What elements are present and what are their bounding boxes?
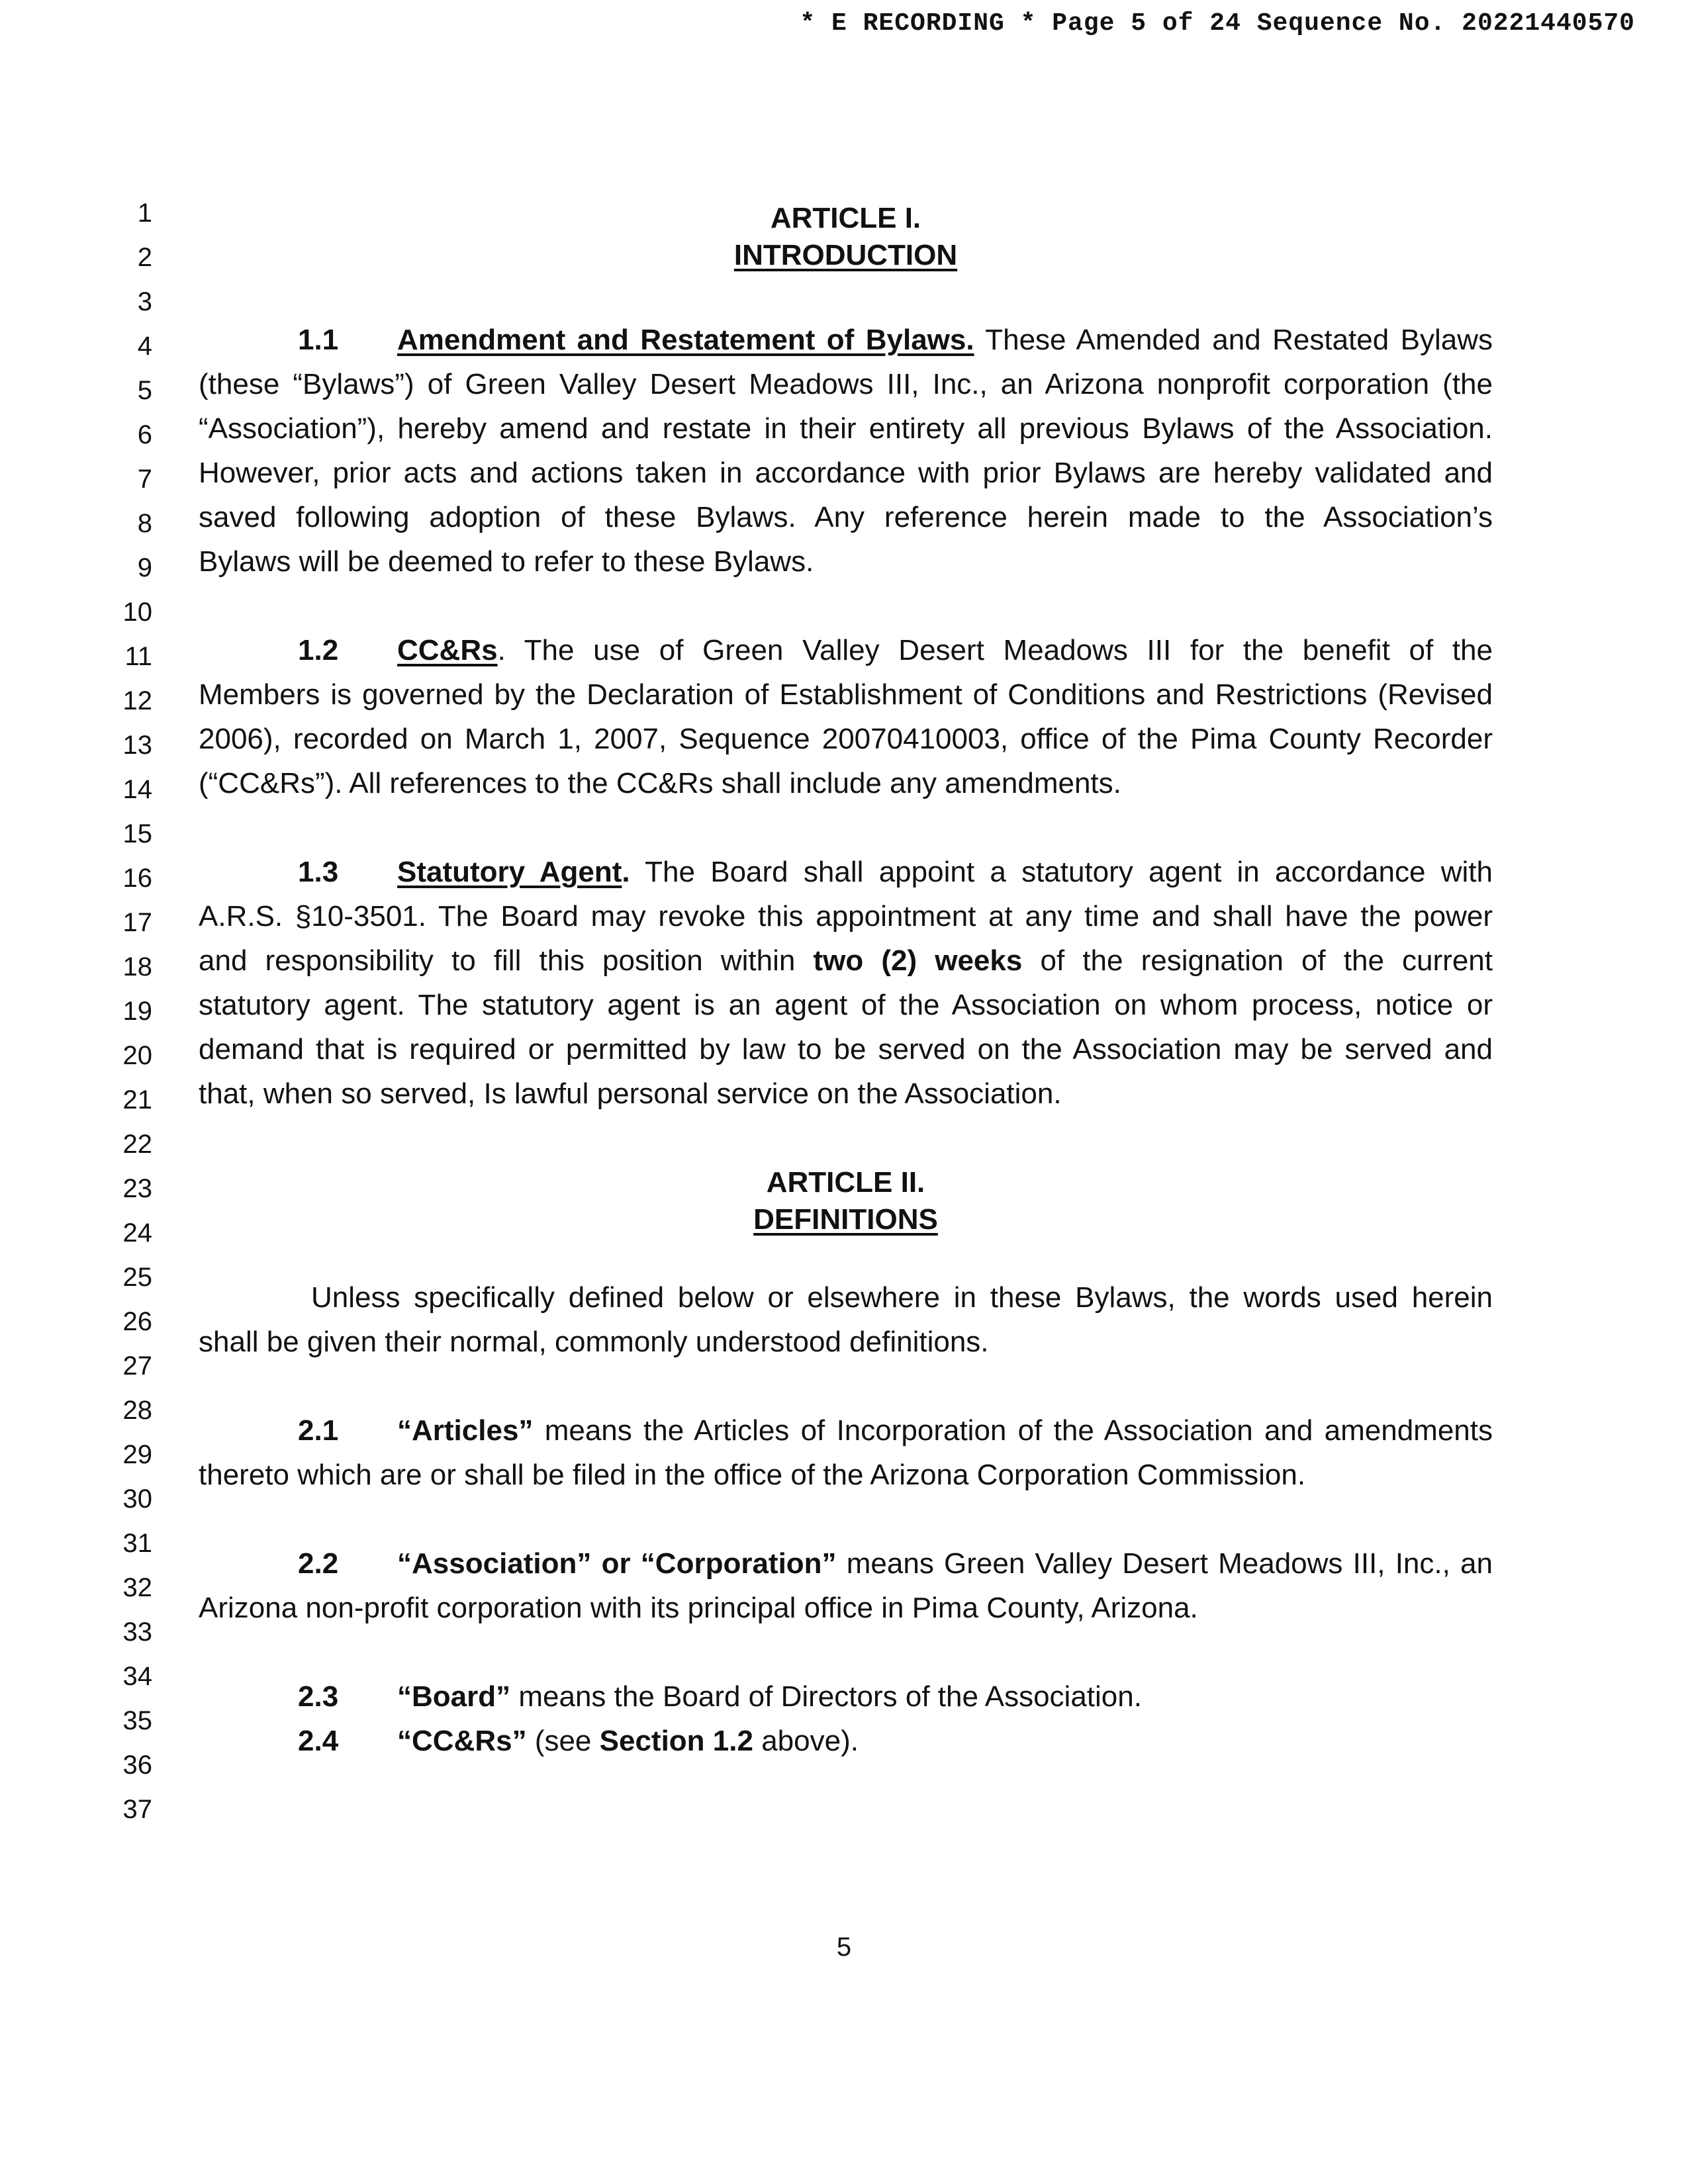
line-number: 7 (137, 465, 152, 494)
section-2-3-line (199, 1680, 1493, 1713)
paragraph-line: However, prior acts and actions taken in accordance with prior Bylaws are hereby validated and (199, 457, 1493, 489)
section-number: 1.1 (298, 324, 339, 356)
line-number: 34 (122, 1662, 152, 1691)
paragraph-line: that, when so served, Is lawful personal service on the Association. (199, 1077, 1062, 1110)
section-1-3-first-line (199, 856, 1493, 889)
line-number: 4 (137, 332, 152, 361)
section-number: 2.4 (298, 1725, 339, 1757)
text: means Green Valley Desert Meadows III, Inc., an (846, 1547, 1493, 1580)
line-number: 24 (122, 1218, 152, 1248)
section-heading: Statutory Agent (397, 856, 622, 888)
recording-header: * E RECORDING * Page 5 of 24 Sequence No. 20221440570 (800, 9, 1635, 38)
line-number: 21 (122, 1085, 152, 1115)
line-number: 36 (122, 1751, 152, 1780)
line-number: 5 (137, 376, 152, 405)
line-number: 28 (122, 1396, 152, 1425)
line-number: 2 (137, 243, 152, 272)
section-number: 2.1 (298, 1414, 339, 1447)
paragraph-line: thereto which are or shall be filed in the office of the Arizona Corporation Commission. (199, 1459, 1306, 1491)
text: above). (761, 1725, 859, 1757)
paragraph-line: shall be given their normal, commonly understood definitions. (199, 1326, 989, 1358)
line-number: 9 (137, 553, 152, 582)
line-number: 33 (122, 1617, 152, 1647)
line-number: 32 (122, 1573, 152, 1602)
section-number: 1.3 (298, 856, 339, 888)
paragraph-line: Unless specifically defined below or elsewhere in these Bylaws, the words used herein (311, 1281, 1493, 1314)
section-2-2-first-line (199, 1547, 1493, 1580)
paragraph-line: A.R.S. §10-3501. The Board may revoke this appointment at any time and shall have the power (199, 900, 1493, 933)
line-number: 16 (122, 864, 152, 893)
line-number: 8 (137, 509, 152, 538)
paragraph-line: Arizona non-profit corporation with its principal office in Pima County, Arizona. (199, 1592, 1198, 1624)
paragraph-line: “Association”), hereby amend and restate in their entirety all previous Bylaws of the Association. (199, 412, 1493, 445)
line-number: 3 (137, 287, 152, 316)
line-number: 31 (122, 1529, 152, 1558)
text: . The use of Green Valley Desert Meadows III for the benefit of the (497, 634, 1493, 666)
line-number: 26 (122, 1307, 152, 1336)
text: The Board shall appoint a statutory agent in accordance with (645, 856, 1493, 888)
section-heading: CC&Rs (397, 634, 498, 666)
line-number: 35 (122, 1706, 152, 1735)
line-number: 27 (122, 1351, 152, 1381)
line-number: 19 (122, 997, 152, 1026)
paragraph-line: 2006), recorded on March 1, 2007, Sequence 20070410003, office of the Pima County Recorder (199, 723, 1493, 755)
paragraph-line: (these “Bylaws”) of Green Valley Desert Meadows III, Inc., an Arizona nonprofit corporation (the (199, 368, 1493, 400)
line-number: 23 (122, 1174, 152, 1203)
line-number: 29 (122, 1440, 152, 1469)
text: means the Articles of Incorporation of the Association and amendments (544, 1414, 1493, 1447)
paragraph-line: Bylaws will be deemed to refer to these Bylaws. (199, 545, 814, 578)
line-number: 22 (122, 1130, 152, 1159)
line-number: 17 (122, 908, 152, 937)
text: and responsibility to fill this position within (199, 944, 796, 977)
article-2-title: ARTICLE II. (766, 1166, 925, 1199)
line-number: 15 (122, 819, 152, 848)
page-number: 5 (836, 1933, 852, 1962)
defined-term: “Articles” (397, 1414, 534, 1447)
text: of the resignation of the current (1040, 944, 1493, 977)
section-heading: Amendment and Restatement of Bylaws. (397, 324, 974, 356)
article-2-subtitle: DEFINITIONS (753, 1203, 938, 1236)
heading-period: . (622, 856, 630, 888)
article-1-title: ARTICLE I. (770, 202, 921, 234)
section-2-4-line (199, 1725, 1493, 1758)
paragraph-line: saved following adoption of these Bylaws. Any reference herein made to the Association’s (199, 501, 1493, 533)
text: These Amended and Restated Bylaws (985, 324, 1493, 356)
paragraph-line (199, 944, 1493, 978)
line-number: 14 (122, 775, 152, 804)
paragraph-line: statutory agent. The statutory agent is an agent of the Association on whom process, notice or (199, 989, 1493, 1021)
paragraph-line: Members is governed by the Declaration of Establishment of Conditions and Restrictions (Revised (199, 678, 1493, 711)
defined-term: “Board” (397, 1680, 511, 1713)
defined-term: “CC&Rs” (397, 1725, 527, 1757)
section-number: 2.3 (298, 1680, 339, 1713)
paragraph-line: demand that is required or permitted by law to be served on the Association may be served and (199, 1033, 1493, 1066)
line-number: 25 (122, 1263, 152, 1292)
line-number: 12 (122, 686, 152, 715)
line-number: 37 (122, 1795, 152, 1824)
section-2-1-first-line (199, 1414, 1493, 1447)
line-number: 1 (137, 199, 152, 228)
line-number: 13 (122, 731, 152, 760)
text: (see (534, 1725, 592, 1757)
section-number: 2.2 (298, 1547, 339, 1580)
bold-term: two (2) weeks (813, 944, 1023, 977)
line-number: 10 (122, 598, 152, 627)
line-number: 30 (122, 1484, 152, 1514)
article-1-subtitle: INTRODUCTION (733, 239, 958, 271)
line-number: 11 (124, 642, 152, 671)
line-number: 20 (122, 1041, 152, 1070)
section-number: 1.2 (298, 634, 339, 666)
section-1-1-first-line (199, 324, 1493, 357)
line-number: 18 (122, 952, 152, 981)
line-number: 6 (137, 420, 152, 449)
paragraph-line: (“CC&Rs”). All references to the CC&Rs shall include any amendments. (199, 767, 1121, 799)
section-reference: Section 1.2 (599, 1725, 753, 1757)
defined-term: “Association” or “Corporation” (397, 1547, 837, 1580)
text: means the Board of Directors of the Association. (518, 1680, 1142, 1713)
section-1-2-first-line (199, 634, 1493, 667)
